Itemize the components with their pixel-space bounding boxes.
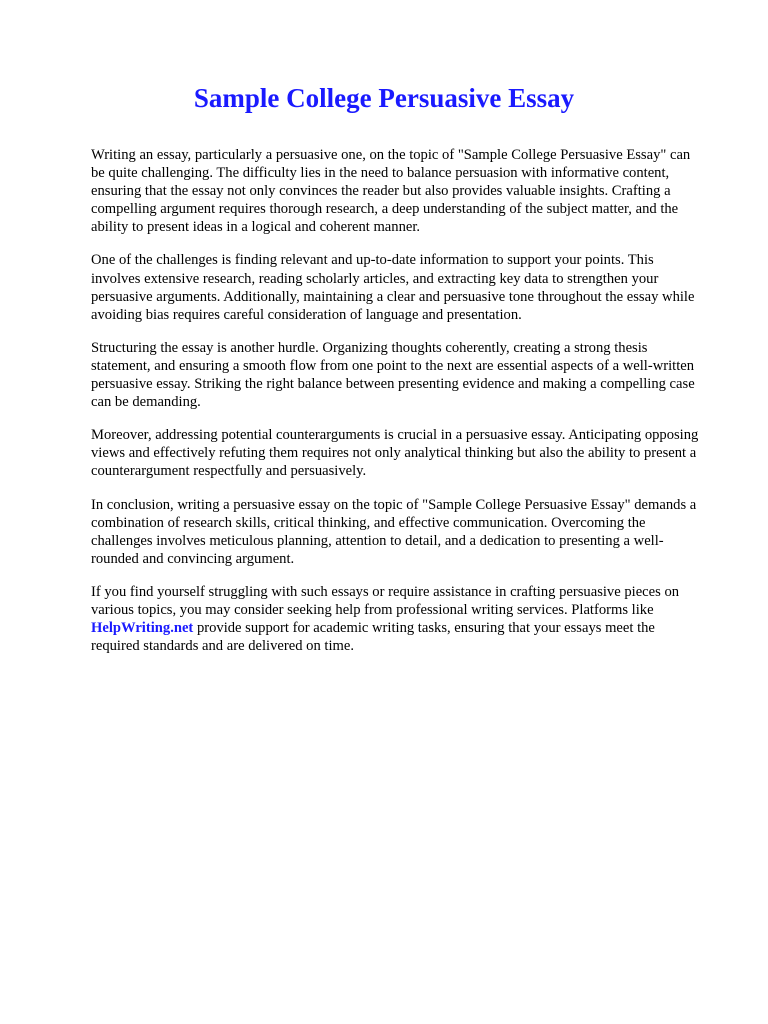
paragraph-research-challenge: One of the challenges is finding relevant and up-to-date information to support your points. This involves extensive research, reading scholarly articles, and extracting key data to strengthen your persuasive arguments. Additionally, maintaining a clear and persuasive tone throughout the essay while avoiding bias requires careful consideration of language and presentation. [91,252,695,323]
help-text-before-link: If you find yourself struggling with such essays or require assistance in crafting persuasive pieces on various topics, you may consider seeking help from professional writing services. Platforms like [91,583,680,618]
document-body [91,146,703,670]
paragraph-structure-challenge: Structuring the essay is another hurdle. Organizing thoughts coherently, creating a strong thesis statement, and ensuring a smooth flow from one point to the next are essential aspects of a well-written persuasive essay. Striking the right balance between presenting evidence and making a compelling case can be demanding. [91,339,695,411]
document-title: Sample College Persuasive Essay [193,83,575,113]
paragraph-intro: Writing an essay, particularly a persuasive one, on the topic of "Sample College Persuasive Essay" can be quite challenging. The difficulty lies in the need to balance persuasion with informative content, ensuring that the essay not only convinces the reader but also provides valuable insights. Crafting a compelling argument requires thorough research, a deep understanding of the subject matter, and the ability to present ideas in a logical and coherent manner. [91,147,691,236]
helpwriting-link[interactable]: HelpWriting.net [91,620,194,637]
paragraph-counterarguments: Moreover, addressing potential counterarguments is crucial in a persuasive essay. Anticipating opposing views and effectively refuting them requires not only analytical thinking but also the ability to present a counterargument respectfully and persuasively. [91,427,699,480]
paragraph-help-services [91,583,703,655]
help-text-after-link: provide support for academic writing tasks, ensuring that your essays meet the required standards and are delivered on time. [91,620,655,655]
paragraph-conclusion: In conclusion, writing a persuasive essay on the topic of "Sample College Persuasive Essay" demands a combination of research skills, critical thinking, and effective communication. Overcoming the challenges involves meticulous planning, attention to detail, and a dedication to presenting a well-rounded and convincing argument. [91,496,697,567]
